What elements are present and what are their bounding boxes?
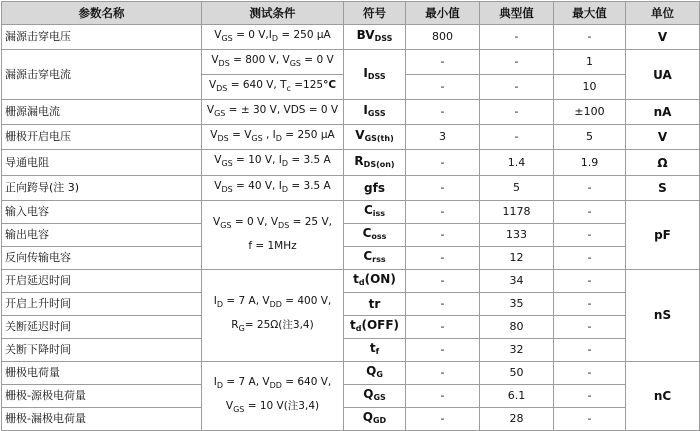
param-name: 输入电容 (2, 200, 202, 223)
table-row (2, 25, 700, 50)
max-value: - (554, 407, 626, 430)
typ-value: 6.1 (480, 384, 554, 407)
test-condition: $V_{DS} = V_{GS}$ , $I_D = 250$ µA (202, 125, 344, 150)
symbol: $R_{DS(on)}$ (344, 150, 406, 175)
header-max: 最大值 (554, 2, 626, 25)
test-condition: $V_{GS} = 0$ $V,I_D = 250$ µA (202, 25, 344, 50)
param-name: 开启延迟时间 (2, 269, 202, 292)
min-value: - (406, 200, 480, 223)
header-row (2, 2, 700, 25)
unit: V (626, 25, 700, 50)
max-value: - (554, 246, 626, 269)
symbol: $t_d(ON)$ (344, 269, 406, 292)
min-value: - (406, 50, 480, 75)
symbol: $C_{oss}$ (344, 223, 406, 246)
symbol: $t_f$ (344, 338, 406, 361)
symbol: $t_d(OFF)$ (344, 315, 406, 338)
table-row (2, 292, 700, 315)
param-name: 输出电容 (2, 223, 202, 246)
table-row (2, 361, 700, 384)
param-name: 漏源击穿电流 (2, 50, 202, 100)
min-value: - (406, 175, 480, 200)
electrical-characteristics-table (1, 1, 700, 431)
min-value: - (406, 292, 480, 315)
typ-value: 50 (480, 361, 554, 384)
symbol: gfs (344, 175, 406, 200)
max-value: 1 (554, 50, 626, 75)
header-unit: 单位 (626, 2, 700, 25)
param-name: 栅极-源极电荷量 (2, 384, 202, 407)
min-value: - (406, 407, 480, 430)
typ-value: 32 (480, 338, 554, 361)
table-row (2, 200, 700, 223)
min-value: - (406, 269, 480, 292)
symbol: $Q_{GS}$ (344, 384, 406, 407)
table-row (2, 407, 700, 430)
param-name: 关断延迟时间 (2, 315, 202, 338)
min-value: - (406, 384, 480, 407)
table-row (2, 246, 700, 269)
table-row (2, 150, 700, 175)
max-value: 5 (554, 125, 626, 150)
max-value: - (554, 175, 626, 200)
min-value: - (406, 338, 480, 361)
param-name: 栅源漏电流 (2, 100, 202, 125)
min-value: - (406, 246, 480, 269)
typ-value: 1.4 (480, 150, 554, 175)
table-row (2, 50, 700, 75)
test-condition: $I_D = 7$ A, $V_{DD} = 640$ V, $V_{GS} = 10$ V(注3,4) (202, 361, 344, 430)
test-condition: $I_D = 7$ A, $V_{DD} = 400$ V, $R_G= 25\Omega$(注3,4) (202, 269, 344, 361)
typ-value: 34 (480, 269, 554, 292)
unit: nC (626, 361, 700, 430)
typ-value: - (480, 50, 554, 75)
test-condition: $V_{GS} = 10$ V, $I_D = 3.5$ A (202, 150, 344, 175)
param-name: 关断下降时间 (2, 338, 202, 361)
param-name: 漏源击穿电压 (2, 25, 202, 50)
table-row (2, 223, 700, 246)
header-symbol: 符号 (344, 2, 406, 25)
max-value: - (554, 292, 626, 315)
typ-value: - (480, 75, 554, 100)
min-value: 3 (406, 125, 480, 150)
test-condition: $V_{GS}$ = ± 30 V, VDS = 0 V (202, 100, 344, 125)
symbol: $Q_G$ (344, 361, 406, 384)
header-param: 参数名称 (2, 2, 202, 25)
typ-value: 80 (480, 315, 554, 338)
max-value: - (554, 338, 626, 361)
max-value: - (554, 361, 626, 384)
symbol: $BV_{DSS}$ (344, 25, 406, 50)
max-value: - (554, 25, 626, 50)
typ-value: - (480, 100, 554, 125)
table-row (2, 125, 700, 150)
min-value: - (406, 361, 480, 384)
min-value: - (406, 223, 480, 246)
typ-value: 1178 (480, 200, 554, 223)
unit: S (626, 175, 700, 200)
symbol: $C_{rss}$ (344, 246, 406, 269)
max-value: ±100 (554, 100, 626, 125)
test-condition: $V_{DS} = 40$ V, $I_D = 3.5$ A (202, 175, 344, 200)
param-name: 栅极-漏极电荷量 (2, 407, 202, 430)
table-row (2, 269, 700, 292)
min-value: - (406, 75, 480, 100)
min-value: - (406, 150, 480, 175)
table-row (2, 315, 700, 338)
typ-value: 35 (480, 292, 554, 315)
unit: nA (626, 100, 700, 125)
unit: V (626, 125, 700, 150)
param-name: 反向传输电容 (2, 246, 202, 269)
min-value: - (406, 315, 480, 338)
param-name: 正向跨导(注 3) (2, 175, 202, 200)
max-value: 1.9 (554, 150, 626, 175)
table-row (2, 384, 700, 407)
max-value: - (554, 315, 626, 338)
param-name: 导通电阻 (2, 150, 202, 175)
unit: pF (626, 200, 700, 269)
max-value: - (554, 384, 626, 407)
test-condition: $V_{GS} = 0$ V, $V_{DS} = 25$ V, f = 1MHz (202, 200, 344, 269)
typ-value: 133 (480, 223, 554, 246)
symbol: $C_{iss}$ (344, 200, 406, 223)
typ-value: - (480, 25, 554, 50)
symbol: $V_{GS(th)}$ (344, 125, 406, 150)
typ-value: 5 (480, 175, 554, 200)
param-name: 开启上升时间 (2, 292, 202, 315)
test-condition: $V_{DS} = 640$ V, $T_c =125^\circ C$ (202, 75, 344, 100)
test-condition: $V_{DS} = 800$ V, $V_{GS} = 0$ V (202, 50, 344, 75)
param-name: 栅极开启电压 (2, 125, 202, 150)
typ-value: - (480, 125, 554, 150)
header-min: 最小值 (406, 2, 480, 25)
max-value: - (554, 223, 626, 246)
table-row (2, 338, 700, 361)
unit: Ω (626, 150, 700, 175)
symbol: tr (344, 292, 406, 315)
symbol: $Q_{GD}$ (344, 407, 406, 430)
table-row (2, 175, 700, 200)
header-typ: 典型值 (480, 2, 554, 25)
max-value: 10 (554, 75, 626, 100)
unit: UA (626, 50, 700, 100)
min-value: - (406, 100, 480, 125)
unit: nS (626, 269, 700, 361)
min-value: 800 (406, 25, 480, 50)
param-name: 栅极电荷量 (2, 361, 202, 384)
symbol: $I_{GSS}$ (344, 100, 406, 125)
max-value: - (554, 269, 626, 292)
max-value: - (554, 200, 626, 223)
typ-value: 28 (480, 407, 554, 430)
symbol: $I_{DSS}$ (344, 50, 406, 100)
header-condition: 测试条件 (202, 2, 344, 25)
typ-value: 12 (480, 246, 554, 269)
table-row (2, 100, 700, 125)
